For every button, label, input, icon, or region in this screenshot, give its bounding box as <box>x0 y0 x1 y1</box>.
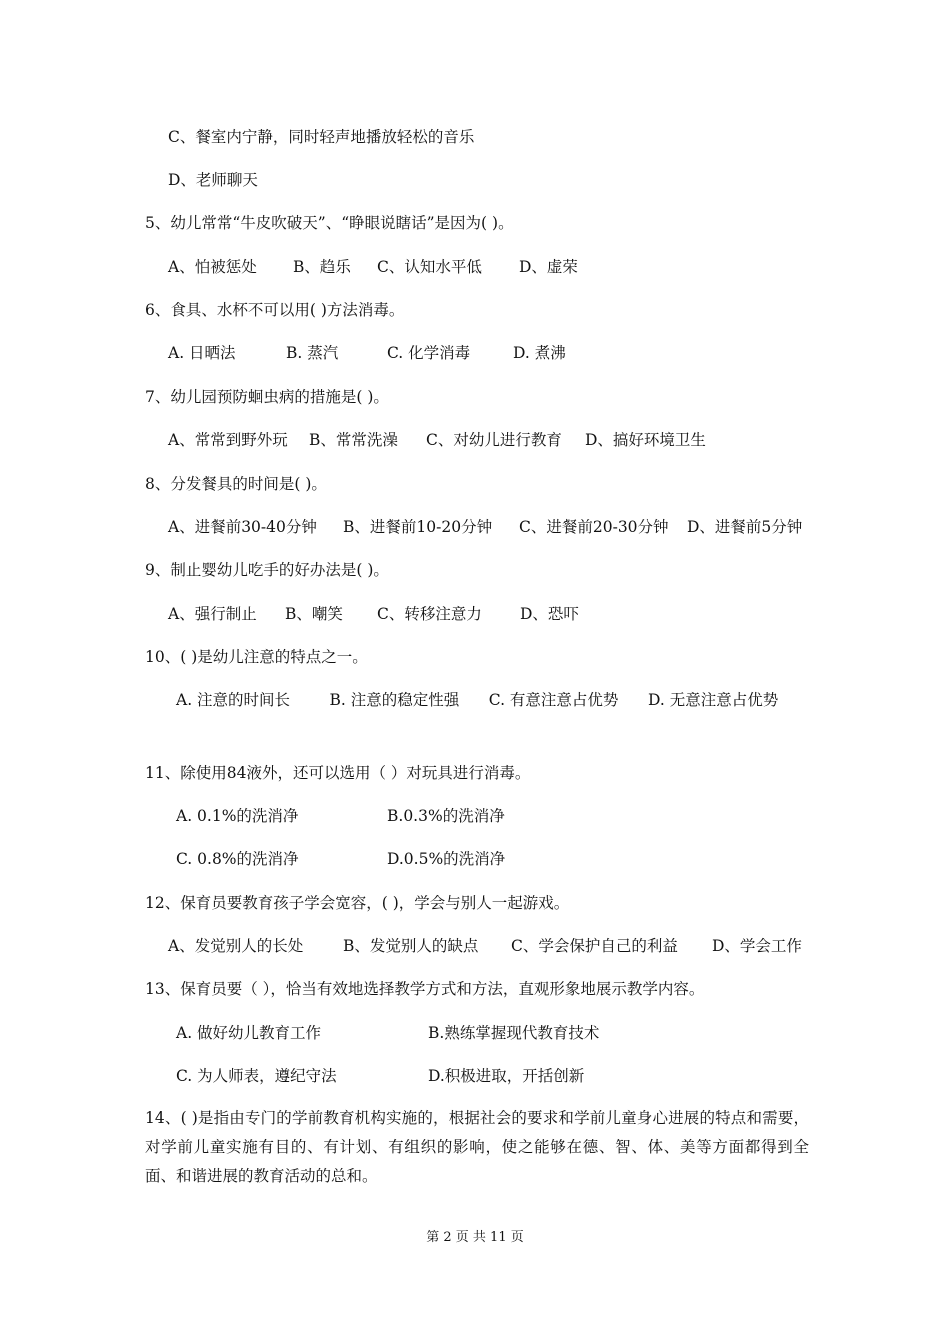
option: B、发觉别人的缺点 <box>343 937 479 955</box>
option: D.积极进取，开括创新 <box>428 1067 585 1085</box>
question-11-options-row1 <box>176 806 505 826</box>
option: B、进餐前10-20分钟 <box>343 518 493 536</box>
option: D、恐吓 <box>520 605 579 623</box>
question-7-options <box>168 430 706 450</box>
option: A、怕被惩处 <box>168 258 257 276</box>
option: C. 0.8%的洗消净 <box>176 850 299 868</box>
option: A、发觉别人的长处 <box>168 937 304 955</box>
option-line: C、餐室内宁静，同时轻声地播放轻松的音乐 <box>168 128 475 146</box>
option: C、认知水平低 <box>377 258 482 276</box>
option: D. 煮沸 <box>513 344 566 362</box>
question-14: 14、( )是指由专门的学前教育机构实施的，根据社会的要求和学前儿童身心进展的特点和需要，对学前儿童实施有目的、有计划、有组织的影响，使之能够在德、智、体、美等方面都得到全面、和谐进展的教育活动的总和。 <box>145 1109 809 1185</box>
option: D.0.5%的洗消净 <box>387 850 506 868</box>
option: D、进餐前5分钟 <box>687 518 803 536</box>
option: D、虚荣 <box>519 258 578 276</box>
question-13-options-row2 <box>176 1066 585 1086</box>
option: B.熟练掌握现代教育技术 <box>428 1024 600 1042</box>
question-6: 6、食具、水杯不可以用( )方法消毒。 <box>145 301 405 319</box>
question-12-options <box>168 936 802 956</box>
question-13: 13、保育员要（ ），恰当有效地选择教学方式和方法，直观形象地展示教学内容。 <box>145 980 705 998</box>
question-9: 9、制止婴幼儿吃手的好办法是( )。 <box>145 561 389 579</box>
question-12: 12、保育员要教育孩子学会宽容，( )，学会与别人一起游戏。 <box>145 894 570 912</box>
question-8: 8、分发餐具的时间是( )。 <box>145 475 327 493</box>
question-5-options <box>168 257 578 277</box>
option: A、常常到野外玩 <box>168 431 288 449</box>
option: B. 蒸汽 <box>286 344 339 362</box>
question-10: 10、( )是幼儿注意的特点之一。 <box>145 648 368 666</box>
option: C、对幼儿进行教育 <box>426 431 562 449</box>
option: D、学会工作 <box>712 937 802 955</box>
option: B、常常洗澡 <box>309 431 398 449</box>
page-footer: 第 2 页 共 11 页 <box>426 1230 524 1245</box>
question-11-options-row2 <box>176 849 506 869</box>
option: C. 为人师表，遵纪守法 <box>176 1067 337 1085</box>
option: C、进餐前20-30分钟 <box>519 518 669 536</box>
option: C. 化学消毒 <box>387 344 471 362</box>
option: D、搞好环境卫生 <box>585 431 706 449</box>
question-8-options <box>168 517 802 537</box>
question-6-options <box>168 343 566 363</box>
option: B、嘲笑 <box>285 605 343 623</box>
option: A. 做好幼儿教育工作 <box>176 1024 322 1042</box>
option: A. 0.1%的洗消净 <box>176 807 299 825</box>
option: A、进餐前30-40分钟 <box>168 518 317 536</box>
question-7: 7、幼儿园预防蛔虫病的措施是( )。 <box>145 388 389 406</box>
question-9-options <box>168 604 579 624</box>
option: A、强行制止 <box>168 605 257 623</box>
option: C、转移注意力 <box>377 605 482 623</box>
option: A. 日晒法 <box>168 344 236 362</box>
question-10-options: A. 注意的时间长 B. 注意的稳定性强 C. 有意注意占优势 D. 无意注意占优势 <box>176 691 779 709</box>
question-13-options-row1 <box>176 1023 600 1043</box>
option: B、趋乐 <box>293 258 351 276</box>
option: C、学会保护自己的利益 <box>511 937 678 955</box>
option: B.0.3%的洗消净 <box>387 807 505 825</box>
question-11: 11、除使用84液外，还可以选用（ ）对玩具进行消毒。 <box>145 764 531 782</box>
question-5: 5、幼儿常常“牛皮吹破天”、“睁眼说瞎话”是因为( )。 <box>145 214 514 232</box>
option-line: D、老师聊天 <box>168 171 258 189</box>
